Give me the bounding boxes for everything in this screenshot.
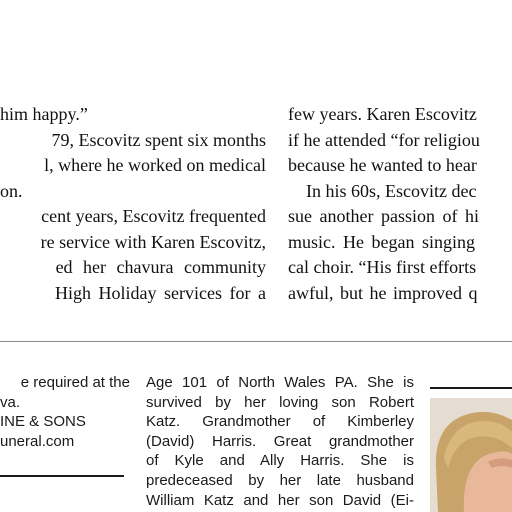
article-line: on. [0,180,23,201]
article-line: music. He began singing [288,231,475,252]
obituary-separator-rule [0,475,124,477]
article-line: few years. Karen Escovitz [288,104,477,124]
obituary-middle-column [146,373,414,510]
obituary-line: (David) Harris. Great grandmother [146,432,414,450]
article-line: ed her chavura community [55,257,266,277]
article-line: cal choir. “His first efforts [288,257,477,277]
obituary-separator-rule [430,387,512,389]
article-line: 79, Escovitz spent six months [51,129,266,150]
obituary-line: INE & SONS [0,413,86,431]
obituary-line: Katz. Grandmother of Kimberley [146,413,414,431]
obituary-line: Age 101 of North Wales PA. She is [146,374,414,391]
article-line: him happy.” [0,104,88,124]
obituary-line: William Katz and her son David (Ei- [146,491,414,509]
article-line: High Holiday services for a [55,282,266,303]
article-right-column [288,102,512,306]
article-line: awful, but he improved q [288,282,478,303]
article-line: l, where he worked on medical [44,155,266,175]
article-line: cent years, Escovitz frequented [41,206,266,226]
obituary-line: uneral.com [0,432,75,450]
section-divider [0,341,512,342]
article-line: because he wanted to hear [288,155,477,175]
article-line: if he attended “for religiou [288,129,480,150]
obituary-left-column [0,373,130,451]
article-line: In his 60s, Escovitz dec [306,180,477,201]
obituary-line: predeceased by her late husband [146,471,414,489]
portrait-photo [430,398,512,512]
article-line: re service with Karen Escovitz, [40,231,266,252]
obituary-line: of Kyle and Ally Harris. She is [146,452,414,470]
obituary-line: survived by her loving son Robert [146,393,414,411]
obituary-line: e required at the [20,374,130,391]
article-line: sue another passion of hi [288,206,479,226]
portrait-image [430,398,512,512]
obituary-line: va. [0,393,21,411]
article-left-column [0,102,266,306]
